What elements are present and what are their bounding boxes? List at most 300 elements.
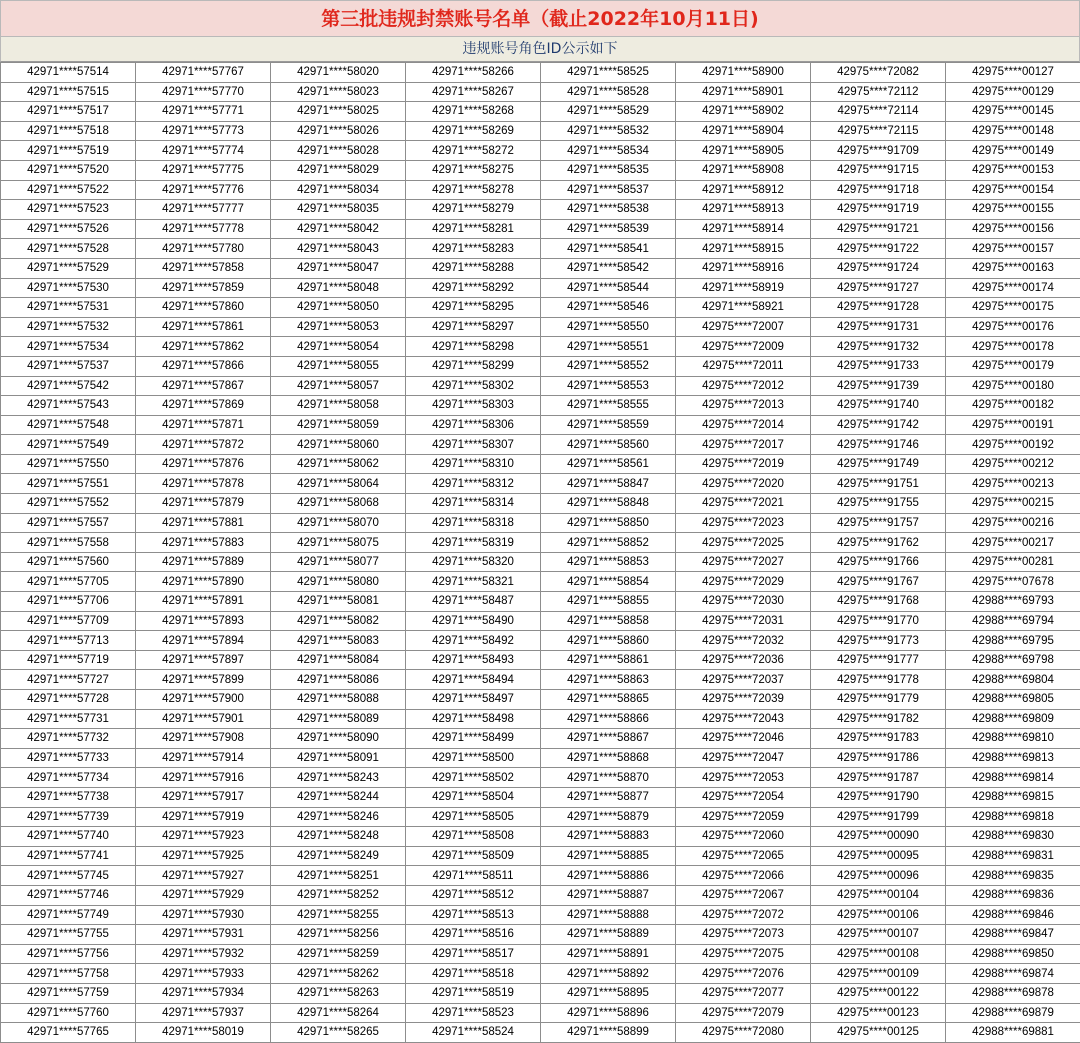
account-id-cell: 42975****91740 (811, 396, 946, 416)
account-id-cell: 42975****91724 (811, 258, 946, 278)
account-id-cell: 42971****58915 (676, 239, 811, 259)
account-id-cell: 42975****91751 (811, 474, 946, 494)
sheet-subtitle: 违规账号角色ID公示如下 (0, 37, 1080, 62)
account-id-cell: 42971****58319 (406, 533, 541, 553)
account-id-cell: 42971****58542 (541, 258, 676, 278)
account-id-cell: 42971****58499 (406, 729, 541, 749)
account-id-cell: 42971****57728 (1, 690, 136, 710)
account-id-cell: 42971****57534 (1, 337, 136, 357)
account-id-cell: 42975****07678 (946, 572, 1080, 592)
account-id-cell: 42971****58019 (136, 1023, 271, 1043)
account-id-cell: 42975****91790 (811, 787, 946, 807)
account-id-cell: 42971****58902 (676, 102, 811, 122)
account-id-cell: 42975****00179 (946, 356, 1080, 376)
account-id-cell: 42971****57734 (1, 768, 136, 788)
account-id-cell: 42971****58312 (406, 474, 541, 494)
account-id-cell: 42971****57745 (1, 866, 136, 886)
account-id-cell: 42971****58891 (541, 944, 676, 964)
account-id-cell: 42975****91779 (811, 690, 946, 710)
account-id-cell: 42971****57732 (1, 729, 136, 749)
account-id-cell: 42971****58559 (541, 415, 676, 435)
account-id-cell: 42971****58901 (676, 82, 811, 102)
account-id-cell: 42971****58492 (406, 631, 541, 651)
account-id-cell: 42975****72114 (811, 102, 946, 122)
account-id-cell: 42971****57860 (136, 298, 271, 318)
account-id-cell: 42971****58855 (541, 592, 676, 612)
account-id-cell: 42971****58298 (406, 337, 541, 357)
account-id-cell: 42975****72039 (676, 690, 811, 710)
account-id-cell: 42975****00215 (946, 494, 1080, 514)
account-id-cell: 42971****58529 (541, 102, 676, 122)
account-id-cell: 42971****57859 (136, 278, 271, 298)
table-row (1, 376, 1080, 396)
table-row (1, 396, 1080, 416)
account-id-cell: 42971****57866 (136, 356, 271, 376)
account-id-cell: 42971****57713 (1, 631, 136, 651)
table-row (1, 102, 1080, 122)
account-id-cell: 42971****58064 (271, 474, 406, 494)
account-id-cell: 42971****58265 (271, 1023, 406, 1043)
account-id-cell: 42971****58321 (406, 572, 541, 592)
account-id-cell: 42971****58090 (271, 729, 406, 749)
table-row (1, 141, 1080, 161)
table-row (1, 885, 1080, 905)
account-id-cell: 42975****72020 (676, 474, 811, 494)
account-id-cell: 42975****72046 (676, 729, 811, 749)
account-id-cell: 42971****57858 (136, 258, 271, 278)
account-id-cell: 42971****57549 (1, 435, 136, 455)
account-id-cell: 42971****57776 (136, 180, 271, 200)
account-id-cell: 42975****00104 (811, 885, 946, 905)
account-id-cell: 42971****58091 (271, 748, 406, 768)
table-row (1, 748, 1080, 768)
account-id-cell: 42971****57901 (136, 709, 271, 729)
account-id-cell: 42971****58847 (541, 474, 676, 494)
account-id-cell: 42971****57914 (136, 748, 271, 768)
account-id-cell: 42971****58905 (676, 141, 811, 161)
account-id-cell: 42971****57933 (136, 964, 271, 984)
account-id-cell: 42971****58252 (271, 885, 406, 905)
account-id-cell: 42971****58535 (541, 160, 676, 180)
account-id-cell: 42971****58023 (271, 82, 406, 102)
account-id-cell: 42971****57883 (136, 533, 271, 553)
account-id-cell: 42971****57890 (136, 572, 271, 592)
table-row (1, 82, 1080, 102)
account-id-cell: 42975****00122 (811, 983, 946, 1003)
account-id-cell: 42971****57519 (1, 141, 136, 161)
account-id-cell: 42971****57867 (136, 376, 271, 396)
account-id-cell: 42971****58075 (271, 533, 406, 553)
table-row (1, 611, 1080, 631)
account-id-cell: 42975****91728 (811, 298, 946, 318)
account-id-cell: 42988****69805 (946, 690, 1080, 710)
table-row (1, 200, 1080, 220)
account-id-cell: 42971****57532 (1, 317, 136, 337)
account-id-cell: 42971****58532 (541, 121, 676, 141)
account-id-cell: 42971****57897 (136, 650, 271, 670)
account-id-cell: 42971****57706 (1, 592, 136, 612)
table-row (1, 729, 1080, 749)
sheet-title: 第三批违规封禁账号名单（截止2022年10月11日) (0, 0, 1080, 37)
account-id-cell: 42988****69878 (946, 983, 1080, 1003)
account-id-cell: 42971****57733 (1, 748, 136, 768)
account-id-cell: 42971****57894 (136, 631, 271, 651)
table-row (1, 121, 1080, 141)
account-id-cell: 42971****58865 (541, 690, 676, 710)
account-id-cell: 42971****57520 (1, 160, 136, 180)
table-row (1, 925, 1080, 945)
table-row (1, 709, 1080, 729)
account-id-cell: 42971****57531 (1, 298, 136, 318)
account-id-cell: 42971****57893 (136, 611, 271, 631)
account-id-cell: 42971****58516 (406, 925, 541, 945)
table-row (1, 572, 1080, 592)
account-id-cell: 42971****58053 (271, 317, 406, 337)
account-id-cell: 42971****58048 (271, 278, 406, 298)
account-id-cell: 42971****58042 (271, 219, 406, 239)
account-id-cell: 42975****00192 (946, 435, 1080, 455)
account-id-cell: 42975****00123 (811, 1003, 946, 1023)
account-id-cell: 42971****58306 (406, 415, 541, 435)
account-id-cell: 42988****69836 (946, 885, 1080, 905)
table-body (1, 63, 1080, 1043)
account-id-cell: 42971****57741 (1, 846, 136, 866)
account-id-cell: 42975****00107 (811, 925, 946, 945)
account-id-cell: 42971****58868 (541, 748, 676, 768)
account-id-cell: 42988****69846 (946, 905, 1080, 925)
account-id-cell: 42975****00212 (946, 454, 1080, 474)
account-id-cell: 42971****58913 (676, 200, 811, 220)
account-id-cell: 42975****72047 (676, 748, 811, 768)
account-id-cell: 42971****57889 (136, 552, 271, 572)
table-row (1, 239, 1080, 259)
account-id-cell: 42971****57514 (1, 63, 136, 83)
account-id-cell: 42988****69818 (946, 807, 1080, 827)
account-id-cell: 42971****57767 (136, 63, 271, 83)
account-id-cell: 42988****69830 (946, 827, 1080, 847)
account-id-cell: 42971****58498 (406, 709, 541, 729)
account-id-cell: 42971****58314 (406, 494, 541, 514)
account-id-cell: 42971****58487 (406, 592, 541, 612)
account-id-cell: 42971****58539 (541, 219, 676, 239)
account-id-cell: 42975****00108 (811, 944, 946, 964)
account-id-cell: 42975****00090 (811, 827, 946, 847)
account-id-cell: 42971****58879 (541, 807, 676, 827)
account-id-cell: 42971****57760 (1, 1003, 136, 1023)
table-row (1, 807, 1080, 827)
account-id-cell: 42971****58544 (541, 278, 676, 298)
account-id-cell: 42971****58509 (406, 846, 541, 866)
account-id-cell: 42971****57558 (1, 533, 136, 553)
account-id-cell: 42971****58552 (541, 356, 676, 376)
account-id-cell: 42975****00148 (946, 121, 1080, 141)
table-row (1, 866, 1080, 886)
account-id-cell: 42971****58877 (541, 787, 676, 807)
account-id-cell: 42971****57770 (136, 82, 271, 102)
account-id-cell: 42975****72019 (676, 454, 811, 474)
account-id-cell: 42975****72079 (676, 1003, 811, 1023)
account-id-cell: 42971****57755 (1, 925, 136, 945)
account-id-cell: 42975****91739 (811, 376, 946, 396)
account-id-cell: 42971****57759 (1, 983, 136, 1003)
account-id-cell: 42971****58050 (271, 298, 406, 318)
account-id-cell: 42975****00178 (946, 337, 1080, 357)
table-row (1, 474, 1080, 494)
account-id-cell: 42971****57746 (1, 885, 136, 905)
account-id-cell: 42975****91778 (811, 670, 946, 690)
account-id-cell: 42971****58866 (541, 709, 676, 729)
account-id-cell: 42975****91715 (811, 160, 946, 180)
account-id-cell: 42971****58904 (676, 121, 811, 141)
account-id-cell: 42988****69793 (946, 592, 1080, 612)
account-id-cell: 42971****58848 (541, 494, 676, 514)
table-row (1, 298, 1080, 318)
account-id-cell: 42971****57923 (136, 827, 271, 847)
account-id-cell: 42975****00109 (811, 964, 946, 984)
account-id-cell: 42971****58513 (406, 905, 541, 925)
account-id-cell: 42988****69798 (946, 650, 1080, 670)
account-id-cell: 42971****57900 (136, 690, 271, 710)
account-id-cell: 42971****58867 (541, 729, 676, 749)
account-id-cell: 42971****57891 (136, 592, 271, 612)
account-id-cell: 42975****00127 (946, 63, 1080, 83)
account-id-cell: 42971****58528 (541, 82, 676, 102)
account-id-cell: 42975****00095 (811, 846, 946, 866)
account-id-cell: 42975****72009 (676, 337, 811, 357)
table-row (1, 1023, 1080, 1043)
account-id-cell: 42975****91777 (811, 650, 946, 670)
account-id-cell: 42971****58318 (406, 513, 541, 533)
account-id-cell: 42971****58537 (541, 180, 676, 200)
account-id-cell: 42971****58259 (271, 944, 406, 964)
table-row (1, 552, 1080, 572)
account-id-cell: 42988****69813 (946, 748, 1080, 768)
table-row (1, 337, 1080, 357)
account-id-cell: 42971****58870 (541, 768, 676, 788)
account-id-cell: 42975****72065 (676, 846, 811, 866)
account-id-cell: 42971****58246 (271, 807, 406, 827)
account-id-cell: 42975****91709 (811, 141, 946, 161)
account-id-cell: 42971****57529 (1, 258, 136, 278)
account-id-cell: 42975****72080 (676, 1023, 811, 1043)
account-id-cell: 42975****00216 (946, 513, 1080, 533)
account-id-cell: 42971****58029 (271, 160, 406, 180)
account-id-cell: 42971****57917 (136, 787, 271, 807)
table-row (1, 180, 1080, 200)
account-id-cell: 42975****72037 (676, 670, 811, 690)
account-id-cell: 42971****57937 (136, 1003, 271, 1023)
table-row (1, 827, 1080, 847)
account-id-cell: 42971****58899 (541, 1023, 676, 1043)
account-id-cell: 42971****58885 (541, 846, 676, 866)
account-id-cell: 42975****00155 (946, 200, 1080, 220)
account-id-cell: 42971****58518 (406, 964, 541, 984)
account-id-cell: 42988****69809 (946, 709, 1080, 729)
table-row (1, 494, 1080, 514)
account-id-cell: 42975****91766 (811, 552, 946, 572)
account-id-cell: 42971****58921 (676, 298, 811, 318)
account-id-cell: 42971****57719 (1, 650, 136, 670)
account-id-cell: 42971****58919 (676, 278, 811, 298)
table-row (1, 944, 1080, 964)
account-id-cell: 42975****91786 (811, 748, 946, 768)
account-id-cell: 42971****58035 (271, 200, 406, 220)
account-id-cell: 42971****57932 (136, 944, 271, 964)
account-id-cell: 42975****72036 (676, 650, 811, 670)
account-id-cell: 42971****58244 (271, 787, 406, 807)
account-id-cell: 42975****72027 (676, 552, 811, 572)
account-id-cell: 42971****57557 (1, 513, 136, 533)
account-id-cell: 42971****58059 (271, 415, 406, 435)
account-id-cell: 42971****57931 (136, 925, 271, 945)
account-id-cell: 42971****58912 (676, 180, 811, 200)
account-id-cell: 42975****00213 (946, 474, 1080, 494)
account-id-cell: 42971****57515 (1, 82, 136, 102)
account-id-cell: 42988****69847 (946, 925, 1080, 945)
account-id-cell: 42975****00191 (946, 415, 1080, 435)
account-id-cell: 42975****00106 (811, 905, 946, 925)
banned-id-table (0, 62, 1080, 1043)
account-id-cell: 42971****58026 (271, 121, 406, 141)
table-row (1, 454, 1080, 474)
account-id-cell: 42971****58266 (406, 63, 541, 83)
table-row (1, 631, 1080, 651)
account-id-cell: 42971****58288 (406, 258, 541, 278)
account-id-cell: 42971****58307 (406, 435, 541, 455)
account-id-cell: 42975****72032 (676, 631, 811, 651)
account-id-cell: 42988****69810 (946, 729, 1080, 749)
account-id-cell: 42971****58888 (541, 905, 676, 925)
account-id-cell: 42971****58248 (271, 827, 406, 847)
account-id-cell: 42971****58310 (406, 454, 541, 474)
account-id-cell: 42975****00176 (946, 317, 1080, 337)
account-id-cell: 42971****57771 (136, 102, 271, 122)
account-id-cell: 42971****58062 (271, 454, 406, 474)
table-row (1, 160, 1080, 180)
account-id-cell: 42975****00129 (946, 82, 1080, 102)
account-id-cell: 42971****58068 (271, 494, 406, 514)
account-id-cell: 42971****58546 (541, 298, 676, 318)
account-id-cell: 42975****91787 (811, 768, 946, 788)
account-id-cell: 42975****00180 (946, 376, 1080, 396)
account-id-cell: 42971****58070 (271, 513, 406, 533)
table-row (1, 1003, 1080, 1023)
account-id-cell: 42975****91731 (811, 317, 946, 337)
account-id-cell: 42971****57522 (1, 180, 136, 200)
table-row (1, 650, 1080, 670)
account-id-cell: 42971****58519 (406, 983, 541, 1003)
account-id-cell: 42971****57872 (136, 435, 271, 455)
account-id-cell: 42971****58508 (406, 827, 541, 847)
account-id-cell: 42988****69874 (946, 964, 1080, 984)
account-id-cell: 42975****91721 (811, 219, 946, 239)
account-id-cell: 42971****58502 (406, 768, 541, 788)
account-id-cell: 42971****58511 (406, 866, 541, 886)
account-id-cell: 42971****58281 (406, 219, 541, 239)
account-id-cell: 42971****58858 (541, 611, 676, 631)
account-id-cell: 42971****57738 (1, 787, 136, 807)
account-id-cell: 42971****57551 (1, 474, 136, 494)
account-id-cell: 42975****72053 (676, 768, 811, 788)
account-id-cell: 42975****91770 (811, 611, 946, 631)
table-row (1, 592, 1080, 612)
account-id-cell: 42971****58493 (406, 650, 541, 670)
account-id-cell: 42971****58262 (271, 964, 406, 984)
account-id-cell: 42971****58295 (406, 298, 541, 318)
account-id-cell: 42975****00096 (811, 866, 946, 886)
account-id-cell: 42975****72060 (676, 827, 811, 847)
account-id-cell: 42971****58494 (406, 670, 541, 690)
account-id-cell: 42975****72043 (676, 709, 811, 729)
account-id-cell: 42975****91749 (811, 454, 946, 474)
account-id-cell: 42971****57758 (1, 964, 136, 984)
account-id-cell: 42971****58043 (271, 239, 406, 259)
account-id-cell: 42975****91719 (811, 200, 946, 220)
account-id-cell: 42971****58853 (541, 552, 676, 572)
account-id-cell: 42971****58914 (676, 219, 811, 239)
account-id-cell: 42975****72115 (811, 121, 946, 141)
account-id-cell: 42971****57550 (1, 454, 136, 474)
account-id-cell: 42971****58551 (541, 337, 676, 357)
account-id-cell: 42971****58243 (271, 768, 406, 788)
account-id-cell: 42975****72013 (676, 396, 811, 416)
account-id-cell: 42971****58863 (541, 670, 676, 690)
table-row (1, 533, 1080, 553)
account-id-cell: 42971****58278 (406, 180, 541, 200)
account-id-cell: 42971****57542 (1, 376, 136, 396)
account-id-cell: 42988****69850 (946, 944, 1080, 964)
account-id-cell: 42971****58889 (541, 925, 676, 945)
account-id-cell: 42971****57543 (1, 396, 136, 416)
account-id-cell: 42975****91746 (811, 435, 946, 455)
account-id-cell: 42971****58504 (406, 787, 541, 807)
account-id-cell: 42975****72011 (676, 356, 811, 376)
account-id-cell: 42975****72082 (811, 63, 946, 83)
account-id-cell: 42971****58047 (271, 258, 406, 278)
account-id-cell: 42971****58292 (406, 278, 541, 298)
account-id-cell: 42971****58303 (406, 396, 541, 416)
account-id-cell: 42975****00281 (946, 552, 1080, 572)
account-id-cell: 42988****69835 (946, 866, 1080, 886)
account-id-cell: 42971****57526 (1, 219, 136, 239)
account-id-cell: 42975****91733 (811, 356, 946, 376)
account-id-cell: 42975****72031 (676, 611, 811, 631)
account-id-cell: 42971****58084 (271, 650, 406, 670)
account-id-cell: 42971****58883 (541, 827, 676, 847)
account-id-cell: 42975****00153 (946, 160, 1080, 180)
account-id-cell: 42971****58264 (271, 1003, 406, 1023)
account-id-cell: 42971****58861 (541, 650, 676, 670)
account-id-cell: 42971****58268 (406, 102, 541, 122)
table-row (1, 964, 1080, 984)
account-id-cell: 42971****58283 (406, 239, 541, 259)
account-id-cell: 42975****00157 (946, 239, 1080, 259)
account-id-cell: 42975****72072 (676, 905, 811, 925)
account-id-cell: 42975****91762 (811, 533, 946, 553)
account-id-cell: 42975****91718 (811, 180, 946, 200)
account-id-cell: 42971****57709 (1, 611, 136, 631)
account-id-cell: 42971****58028 (271, 141, 406, 161)
account-id-cell: 42971****57548 (1, 415, 136, 435)
table-row (1, 278, 1080, 298)
account-id-cell: 42971****58299 (406, 356, 541, 376)
account-id-cell: 42971****57537 (1, 356, 136, 376)
account-id-cell: 42975****91722 (811, 239, 946, 259)
account-id-cell: 42971****58081 (271, 592, 406, 612)
account-id-cell: 42971****57765 (1, 1023, 136, 1043)
account-id-cell: 42975****91732 (811, 337, 946, 357)
account-id-cell: 42971****58083 (271, 631, 406, 651)
